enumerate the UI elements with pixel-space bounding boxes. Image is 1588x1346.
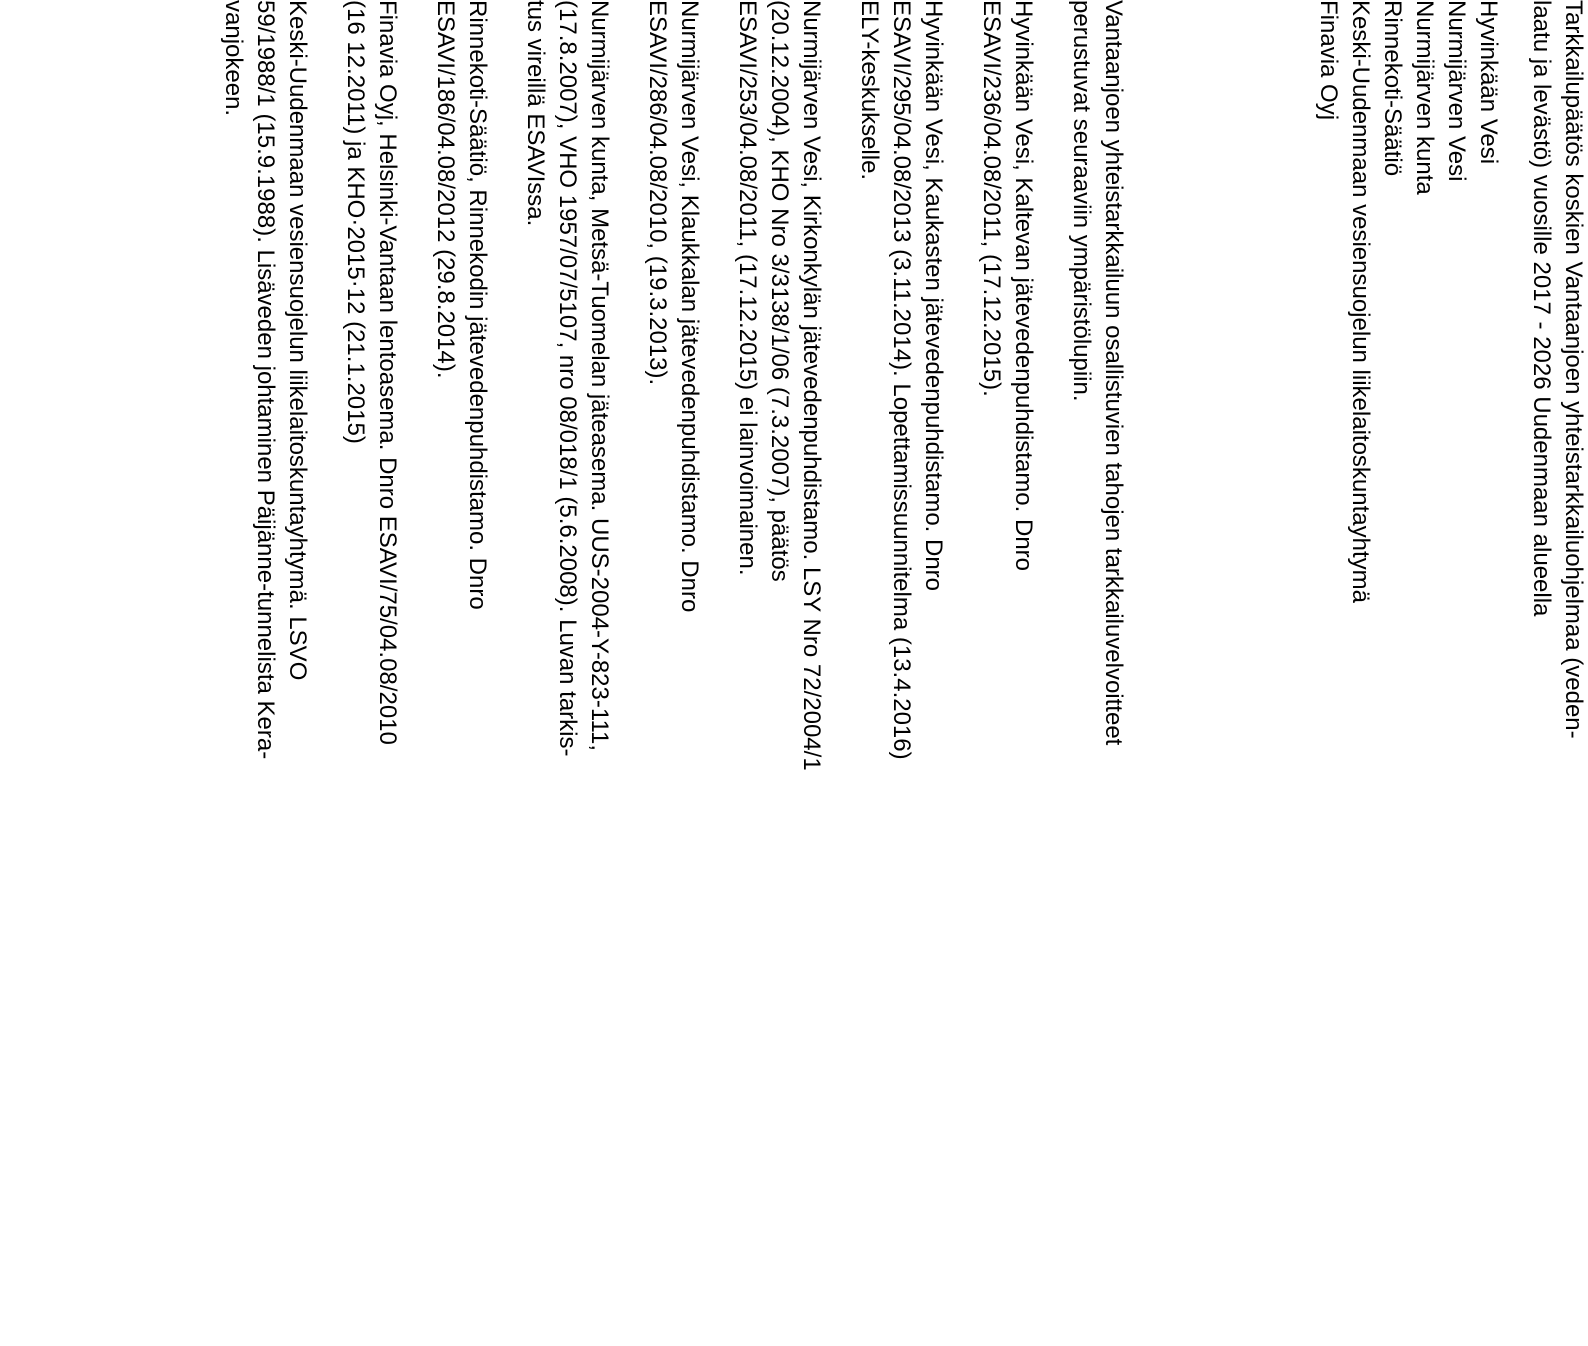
entry-5-line-3: tus vireillä ESAVIssa. <box>522 0 549 227</box>
entry-2-line-2: ESAVI/295/04.08/2013 (3.11.2014). Lopettamissuunnitelma (13.4.2016) <box>888 0 915 760</box>
entry-8-line-3: vanjokeen. <box>220 0 247 117</box>
entry-2-line-1: Hyvinkään Vesi, Kaukasten jätevedenpuhdistamo. Dnro <box>920 0 947 592</box>
party-4: Rinnekoti-Säätiö <box>1379 0 1406 177</box>
party-2: Nurmijärven Vesi <box>1443 0 1470 182</box>
entry-3-line-3: ESAVI/253/04.08/2011, (17.12.2015) ei lainvoimainen. <box>734 0 761 576</box>
entry-6-line-2: ESAVI/186/04.08/2012 (29.8.2014). <box>432 0 459 379</box>
entry-8-line-1: Keski-Uudenmaan vesiensuojelun liikelaitoskuntayhtymä. LSVO <box>284 0 311 681</box>
lead-line-2: perustuvat seuraaviin ympäristölupiin. <box>1068 0 1095 402</box>
entry-5-line-1: Nurmijärven kunta, Metsä-Tuomelan jäteasema. UUS-2004-Y-823-111, <box>586 0 613 752</box>
entry-5-line-2: (17.8.2007), VHO 1957/07/5107, nro 08/018/1 (5.6.2008). Luvan tarkis- <box>554 0 581 757</box>
intro-line-2: laatu ja levästö) vuosille 2017 - 2026 Uudenmaan alueella <box>1528 0 1555 617</box>
entry-4-line-2: ESAVI/286/04.08/2010, (19.3.2013). <box>644 0 671 386</box>
party-5: Keski-Uudenmaan vesiensuojelun liikelaitoskuntayhtymä <box>1347 0 1374 603</box>
entry-1-line-2: ESAVI/236/04.08/2011, (17.12.2015). <box>978 0 1005 397</box>
entry-3-line-2: (20.12.2004), KHO Nro 3/3138/1/06 (7.3.2007), päätös <box>766 0 793 582</box>
entry-2-line-3: ELY-keskukselle. <box>856 0 883 181</box>
lead-line-1: Vantaanjoen yhteistarkkailuun osallistuvien tahojen tarkkailuvelvoitteet <box>1100 0 1127 746</box>
entry-8-line-2: 59/1988/1 (15.9.1988). Lisäveden johtaminen Päijänne-tunnelista Kera- <box>252 0 279 760</box>
entry-7-line-2: (16 12.2011) ja KHO·2015·12 (21.1.2015) <box>342 0 369 444</box>
entry-7-line-1: Finavia Oyj, Helsinki-Vantaan lentoasema. Dnro ESAVI/75/04.08/2010 <box>374 0 401 745</box>
party-3: Nurmijärven kunta <box>1411 0 1438 195</box>
entry-3-line-1: Nurmijärven Vesi, Kirkonkylän jätevedenpuhdistamo. LSY Nro 72/2004/1 <box>798 0 825 771</box>
entry-6-line-1: Rinnekoti-Säätiö, Rinnekodin jätevedenpuhdistamo. Dnro <box>464 0 491 610</box>
intro-line-1: Tarkkailupäätös koskien Vantaanjoen yhteistarkkailuohjelmaa (veden- <box>1560 0 1587 739</box>
entry-4-line-1: Nurmijärven Vesi, Klaukkalan jätevedenpuhdistamo. Dnro <box>676 0 703 613</box>
party-6: Finavia Oyj <box>1315 0 1342 121</box>
party-1: Hyvinkään Vesi <box>1475 0 1502 165</box>
entry-1-line-1: Hyvinkään Vesi, Kaltevan jätevedenpuhdistamo. Dnro <box>1010 0 1037 572</box>
